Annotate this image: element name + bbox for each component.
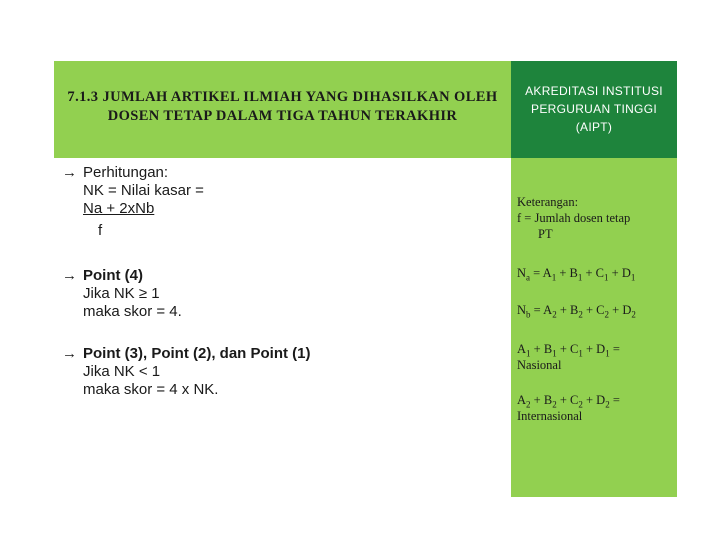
arrow-icon: → <box>62 164 77 181</box>
formula-nb: $N_b = A_2 + B_2 + C_2 + D_2$ <box>517 303 636 320</box>
point-3-2-1-condition: Jika NK < 1 <box>83 363 161 380</box>
section-title-line-1: 7.1.3 JUMLAH ARTIKEL ILMIAH YANG DIHASILKAN OLEH <box>67 89 498 105</box>
point-4-score: maka skor = 4. <box>83 303 182 320</box>
point-3-2-1-score: maka skor = 4 x NK. <box>83 381 219 398</box>
point-3-2-1-heading: Point (3), Point (2), dan Point (1) <box>83 345 311 362</box>
perhitungan-heading: Perhitungan: <box>83 164 169 181</box>
internasional-label: Internasional <box>517 409 583 423</box>
formula-numerator: Na + 2xNb <box>83 200 155 217</box>
internasional-formula: $A_2 + B_2 + C_2 + D_2$ = Internasional <box>517 393 620 423</box>
perhitungan-block <box>83 164 493 240</box>
nasional-formula: $A_1 + B_1 + C_1 + D_1$ = Nasional <box>517 342 620 372</box>
point-4-condition: Jika NK ≥ 1 <box>83 285 160 302</box>
badge-line-3: (AIPT) <box>575 120 613 134</box>
keterangan-block <box>517 194 630 242</box>
section-title-line-2: DOSEN TETAP DALAM TIGA TAHUN TERAKHIR <box>107 108 458 124</box>
badge-line-1: AKREDITASI INSTITUSI <box>525 84 663 98</box>
badge-line-2: PERGURUAN TINGGI <box>531 102 657 116</box>
formula-na: $N_a = A_1 + B_1 + C_1 + D_1$ <box>517 266 636 283</box>
arrow-icon: → <box>62 267 77 284</box>
point-4-block <box>83 267 493 321</box>
title-band <box>54 61 511 158</box>
section-title <box>54 88 511 126</box>
keterangan-line-1: f = Jumlah dosen tetap <box>517 211 631 225</box>
keterangan-line-2: PT <box>538 227 553 241</box>
keterangan-title: Keterangan: <box>517 195 579 209</box>
aipt-badge <box>511 61 677 158</box>
arrow-icon: → <box>62 345 77 362</box>
point-4-heading: Point (4) <box>83 267 143 284</box>
nasional-label: Nasional <box>517 358 562 372</box>
formula-denominator: f <box>98 222 103 239</box>
nk-definition: NK = Nilai kasar = <box>83 182 204 199</box>
point-3-2-1-block <box>83 345 493 399</box>
keterangan-panel <box>511 158 677 497</box>
